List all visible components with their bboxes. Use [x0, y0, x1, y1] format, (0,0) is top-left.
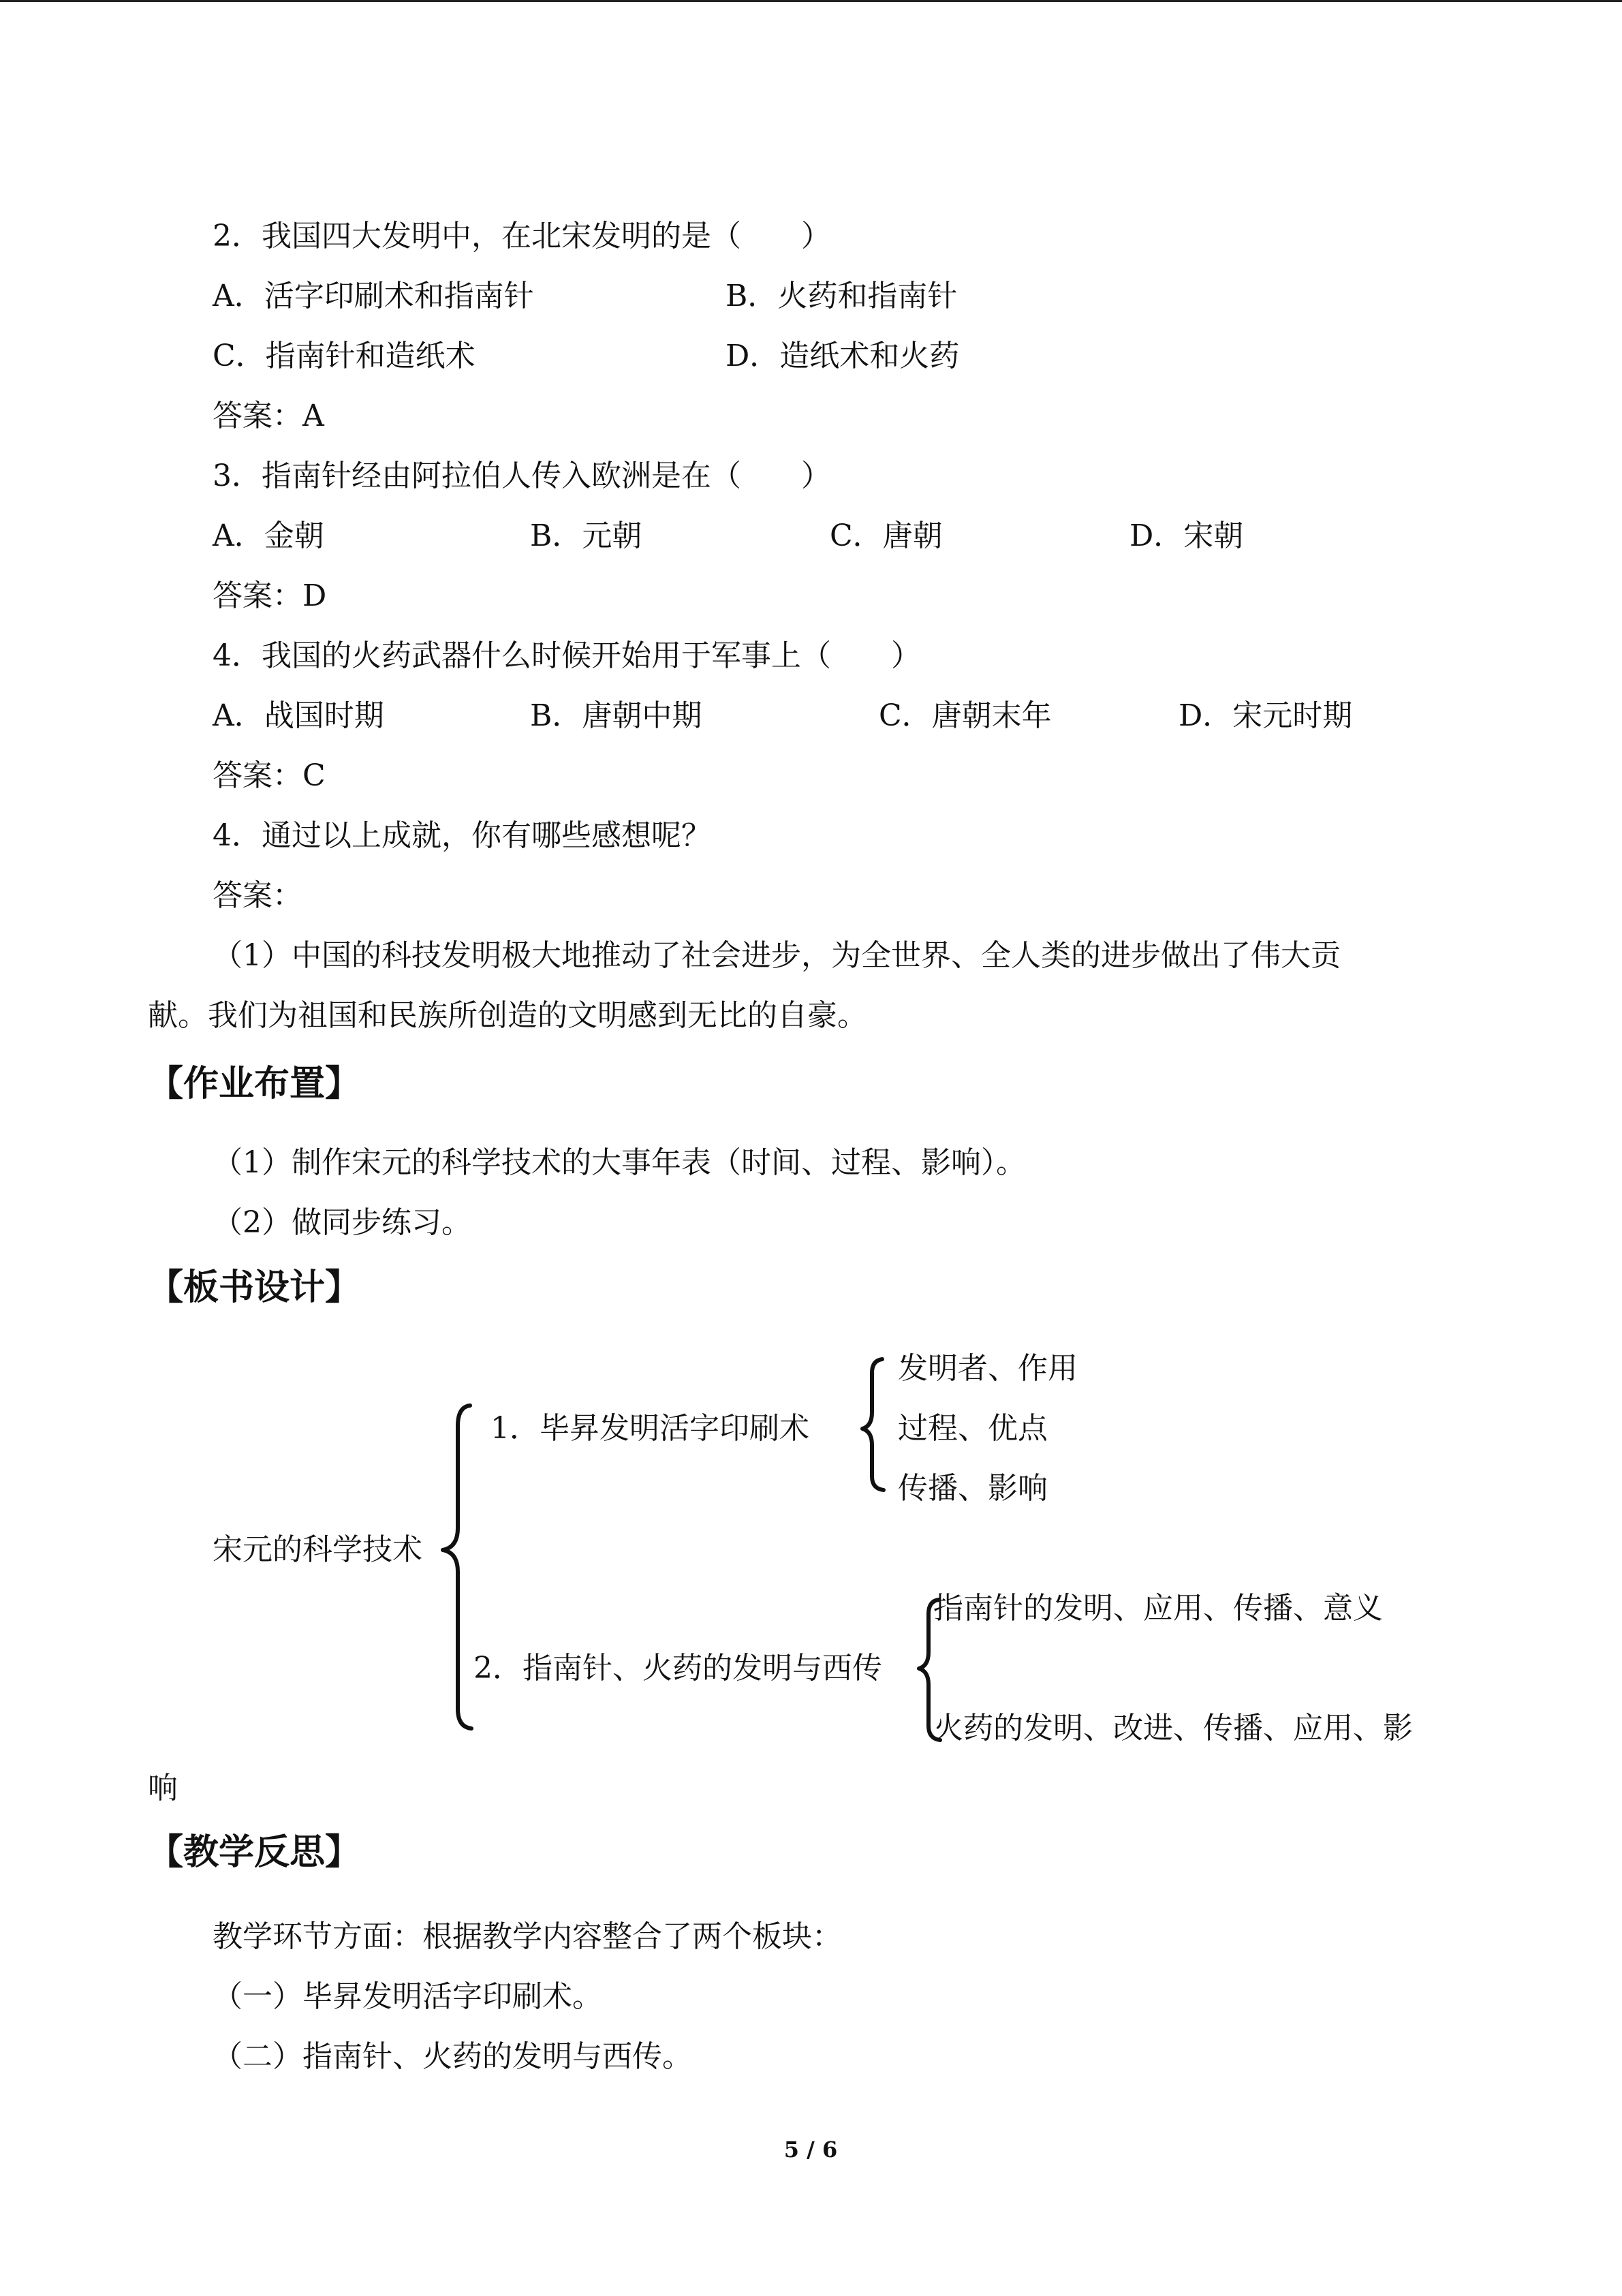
board-leaf: 指南针的发明、应用、传播、意义	[933, 1591, 1383, 1626]
option-a: A．战国时期	[213, 698, 384, 733]
option-a: A．金朝	[213, 518, 324, 553]
option-b: B．元朝	[530, 518, 642, 553]
board-leaf: 火药的发明、改进、传播、应用、影	[933, 1711, 1413, 1746]
reflection-item: （一）毕昇发明活字印刷术。	[213, 1979, 602, 2014]
reflection-intro: 教学环节方面：根据教学内容整合了两个板块：	[213, 1919, 842, 1954]
homework-item: （1）制作宋元的科学技术的大事年表（时间、过程、影响）。	[213, 1145, 1026, 1180]
option-d: D．宋元时期	[1179, 698, 1353, 733]
board-leaf: 传播、影响	[898, 1471, 1048, 1506]
answer-label: 答案：	[213, 878, 302, 913]
board-branch-label: 1．毕昇发明活字印刷术	[490, 1411, 809, 1446]
question-stem: 3．指南针经由阿拉伯人传入欧洲是在（ ）	[213, 459, 831, 493]
board-leaf-wrap: 响	[148, 1771, 178, 1805]
option-b: B．唐朝中期	[530, 698, 702, 733]
option-d: D．造纸术和火药	[726, 339, 960, 373]
page-number: 5 / 6	[783, 2137, 838, 2162]
board-leaf: 发明者、作用	[898, 1351, 1078, 1386]
option-b: B．火药和指南针	[726, 279, 958, 313]
option-c: C．指南针和造纸术	[213, 339, 475, 373]
option-c: C．唐朝	[830, 518, 943, 553]
section-heading-teaching-reflection: 【教学反思】	[148, 1831, 361, 1873]
question-stem: 4．我国的火药武器什么时候开始用于军事上（ ）	[213, 638, 921, 673]
answer-paragraph-line: （1）中国的科技发明极大地推动了社会进步，为全世界、全人类的进步做出了伟大贡	[213, 938, 1341, 973]
board-leaf: 过程、优点	[898, 1411, 1048, 1446]
board-branch-label: 2．指南针、火药的发明与西传	[473, 1651, 882, 1686]
section-heading-homework: 【作业布置】	[148, 1063, 361, 1104]
question-stem: 4．通过以上成就，你有哪些感想呢？	[213, 818, 711, 853]
option-a: A．活字印刷术和指南针	[213, 279, 534, 313]
board-root-label: 宋元的科学技术	[213, 1532, 422, 1567]
answer-text: 答案：C	[213, 758, 326, 793]
homework-item: （2）做同步练习。	[213, 1205, 471, 1240]
answer-text: 答案：A	[213, 399, 324, 433]
answer-paragraph-line: 献。我们为祖国和民族所创造的文明感到无比的自豪。	[148, 998, 867, 1033]
brace-branch1	[862, 1359, 884, 1490]
answer-text: 答案：D	[213, 578, 327, 613]
option-d: D．宋朝	[1129, 518, 1244, 553]
brace-main	[443, 1406, 471, 1728]
section-heading-board-design: 【板书设计】	[148, 1267, 361, 1308]
question-stem: 2．我国四大发明中，在北宋发明的是（ ）	[213, 219, 831, 253]
reflection-item: （二）指南针、火药的发明与西传。	[213, 2039, 692, 2074]
option-c: C．唐朝末年	[879, 698, 1052, 733]
